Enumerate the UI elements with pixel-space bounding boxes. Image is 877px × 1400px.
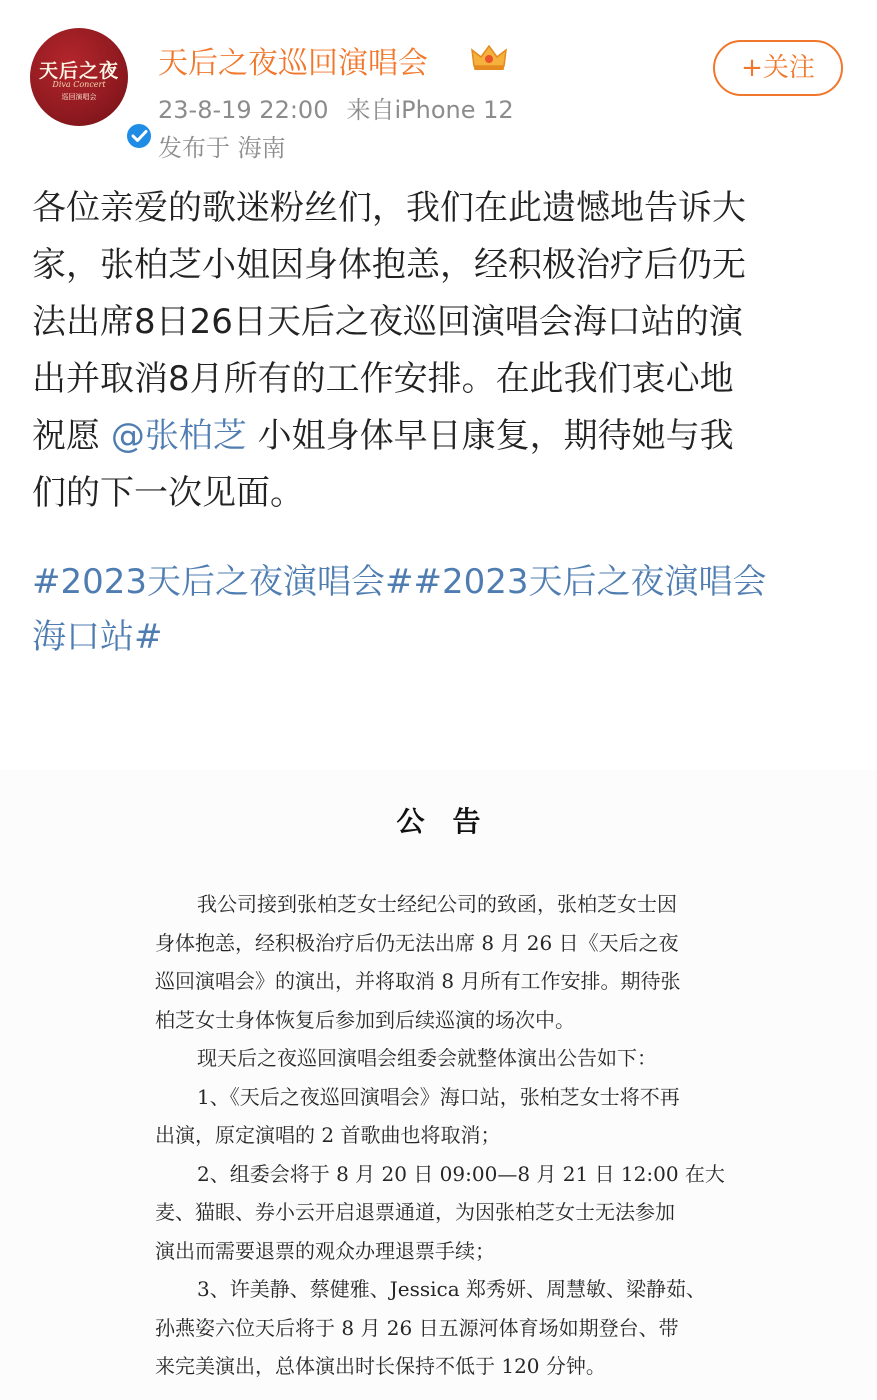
post-text-line: 法出席8日26日天后之夜巡回演唱会海口站的演 xyxy=(32,302,743,342)
avatar-image xyxy=(30,28,128,126)
avatar-script-text: Diva Concert xyxy=(52,80,106,89)
post-timestamp: 23-8-19 22:00 xyxy=(158,96,329,124)
hashtag-line[interactable]: #2023天后之夜演唱会##2023天后之夜演唱会 xyxy=(32,562,767,602)
notice-line: 现天后之夜巡回演唱会组委会就整体演出公告如下： xyxy=(197,1046,657,1070)
follow-button[interactable]: +关注 xyxy=(713,40,843,96)
post-text-segment: 祝愿 xyxy=(32,416,111,456)
post-text-line: 出并取消8月所有的工作安排。在此我们衷心地 xyxy=(32,359,734,399)
notice-line: 2、组委会将于 8 月 20 日 09:00—8 月 21 日 12:00 在大 xyxy=(197,1161,725,1186)
avatar-logo-text: 天后之夜 xyxy=(38,60,119,82)
hashtag-line[interactable]: 海口站# xyxy=(32,617,163,657)
notice-image[interactable] xyxy=(0,770,877,1400)
notice-line: 身体抱恙，经积极治疗后仍无法出席 8 月 26 日《天后之夜 xyxy=(155,930,679,955)
account-name[interactable]: 天后之夜巡回演唱会 xyxy=(158,46,428,81)
post-source: 来自iPhone 12 xyxy=(346,96,514,124)
hashtag-link[interactable] xyxy=(32,555,847,665)
post-text-line: 家，张柏芝小姐因身体抱恙，经积极治疗后仍无 xyxy=(32,245,746,285)
verified-icon xyxy=(124,121,154,151)
notice-line: 麦、猫眼、券小云开启退票通道，为因张柏芝女士无法参加 xyxy=(155,1200,675,1224)
vip-crown-icon xyxy=(470,42,508,72)
notice-body xyxy=(155,885,725,1386)
notice-title: 公告 xyxy=(396,805,509,838)
post-text-line xyxy=(32,408,847,465)
post-text xyxy=(32,180,847,522)
notice-line: 来完美演出，总体演出时长保持不低于 120 分钟。 xyxy=(155,1354,606,1378)
post-location: 发布于 海南 xyxy=(158,134,286,162)
notice-line: 1、《天后之夜巡回演唱会》海口站，张柏芝女士将不再 xyxy=(197,1084,680,1109)
post-text-segment: 小姐身体早日康复，期待她与我 xyxy=(246,416,734,456)
notice-line: 3、许美静、蔡健雅、Jessica 郑秀妍、周慧敏、梁静茹、 xyxy=(197,1277,706,1301)
notice-line: 出演，原定演唱的 2 首歌曲也将取消； xyxy=(155,1123,501,1147)
avatar-sub-text: 巡回演唱会 xyxy=(61,93,97,101)
notice-line: 演出而需要退票的观众办理退票手续； xyxy=(155,1238,495,1263)
notice-line: 巡回演唱会》的演出，并将取消 8 月所有工作安排。期待张 xyxy=(155,969,681,993)
account-avatar[interactable] xyxy=(30,28,128,126)
notice-line: 我公司接到张柏芝女士经纪公司的致函，张柏芝女士因 xyxy=(197,892,677,916)
post-text-line: 们的下一次见面。 xyxy=(32,473,304,513)
notice-line: 孙燕姿六位天后将于 8 月 26 日五源河体育场如期登台、带 xyxy=(155,1315,679,1340)
post-meta xyxy=(158,90,514,125)
mention-link[interactable]: @张柏芝 xyxy=(110,416,247,456)
notice-line: 柏芝女士身体恢复后参加到后续巡演的场次中。 xyxy=(155,1007,575,1032)
post-text-line: 各位亲爱的歌迷粉丝们，我们在此遗憾地告诉大 xyxy=(32,188,746,228)
post-header xyxy=(0,0,877,170)
